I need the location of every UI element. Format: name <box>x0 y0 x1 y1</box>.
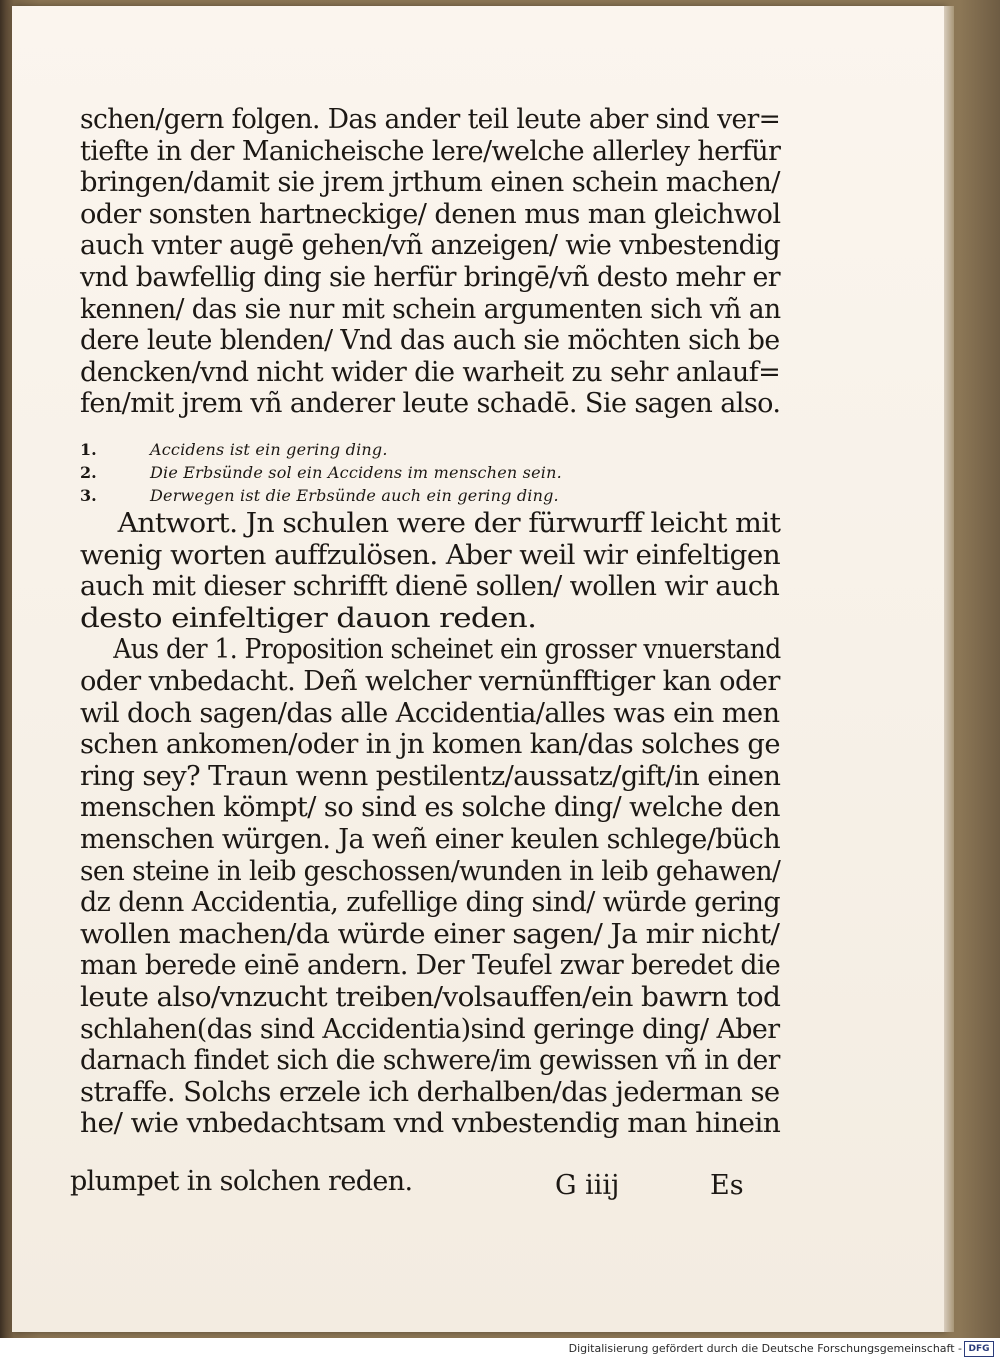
text-line: sen steine in leib geschossen/wunden in leib gehawen/ <box>80 855 781 887</box>
dfg-logo-icon: DFG <box>964 1341 994 1357</box>
text-line: dencken/vnd nicht wider die warheit zu sehr anlauf= <box>80 356 781 388</box>
text-line: man berede einē andern. Der Teufel zwar beredet die <box>80 950 781 982</box>
syllogism-row <box>80 438 720 461</box>
text-line: dz denn Accidentia, zufellige ding sind/ würde gering <box>80 887 781 919</box>
text-line: oder sonsten hartneckige/ denen mus man gleichwol <box>80 198 781 230</box>
syllogism-text: Accidens ist ein gering ding. <box>150 440 388 459</box>
text-line: leute also/vnzucht treiben/volsauffen/ein bawrn tod <box>80 981 781 1013</box>
syllogism-row <box>80 484 720 507</box>
text-line: auch mit dieser schrifft dienē sollen/ wollen wir auch <box>80 571 780 603</box>
text-line: wil doch sagen/das alle Accidentia/alles was ein men <box>80 697 780 729</box>
text-line: schen ankomen/oder in jn komen kan/das solches ge <box>80 729 780 761</box>
text-line: dere leute blenden/ Vnd das auch sie möchten sich be <box>80 325 780 357</box>
text-line: schen/gern folgen. Das ander teil leute aber sind ver= <box>80 104 781 135</box>
syllogism-number: 2. <box>80 463 97 482</box>
text-line: schlahen(das sind Accidentia)sind geringe ding/ Aber <box>80 1013 780 1045</box>
text-line: wenig worten auffzulösen. Aber weil wir einfeltigen <box>80 539 781 571</box>
syllogism-list <box>80 438 720 507</box>
syllogism-text: Derwegen ist die Erbsünde auch ein gering ding. <box>150 486 559 505</box>
paragraph-block-2 <box>80 508 780 1140</box>
syllogism-row <box>80 461 720 484</box>
text-line: wollen machen/da würde einer sagen/ Ja mir nicht/ <box>80 918 780 950</box>
text-line: vnd bawfellig ding sie herfür bringē/vñ desto mehr er <box>80 261 781 293</box>
catchword: Es <box>710 1170 744 1201</box>
syllogism-text: Die Erbsünde sol ein Accidens im menschen sein. <box>150 463 562 482</box>
page-edge <box>944 6 954 1332</box>
text-line: ring sey? Traun wenn pestilentz/aussatz/gift/in einen <box>80 760 781 792</box>
text-line: desto einfeltiger dauon reden. <box>80 602 537 634</box>
text-line: Antwort. Jn schulen were der fürwurff leicht mit <box>117 508 781 539</box>
credit-text: Digitalisierung gefördert durch die Deutsche Forschungsgemeinschaft - <box>568 1342 962 1355</box>
paragraph-block-1 <box>80 104 780 420</box>
text-line: auch vnter augē gehen/vñ anzeigen/ wie vnbestendig <box>80 230 781 262</box>
text-line: oder vnbedacht. Deñ welcher vernünfftiger kan oder <box>80 665 780 697</box>
last-text-line: plumpet in solchen reden. <box>70 1166 413 1197</box>
syllogism-number: 1. <box>80 440 97 459</box>
text-line: tiefte in der Manicheische lere/welche allerley herfür <box>80 135 781 167</box>
text-line: fen/mit jrem vñ anderer leute schadē. Sie sagen also. <box>80 388 781 420</box>
text-line: bringen/damit sie jrem jrthum einen schein machen/ <box>80 167 780 199</box>
text-line: Aus der 1. Proposition scheinet ein grosser vnuerstand <box>113 634 781 666</box>
syllogism-number: 3. <box>80 486 97 505</box>
text-line: he/ wie vnbedachtsam vnd vnbestendig man hinein <box>80 1108 781 1140</box>
text-line: straffe. Solchs erzele ich derhalben/das jederman se <box>80 1076 780 1108</box>
text-line: kennen/ das sie nur mit schein argumenten sich vñ an <box>80 293 781 325</box>
text-line: menschen kömpt/ so sind es solche ding/ welche den <box>80 792 780 824</box>
text-line: darnach findet sich die schwere/im gewissen vñ in der <box>80 1045 780 1077</box>
text-line: menschen würgen. Ja weñ einer keulen schlege/büch <box>80 823 780 855</box>
signature-mark: G iiij <box>555 1170 620 1201</box>
